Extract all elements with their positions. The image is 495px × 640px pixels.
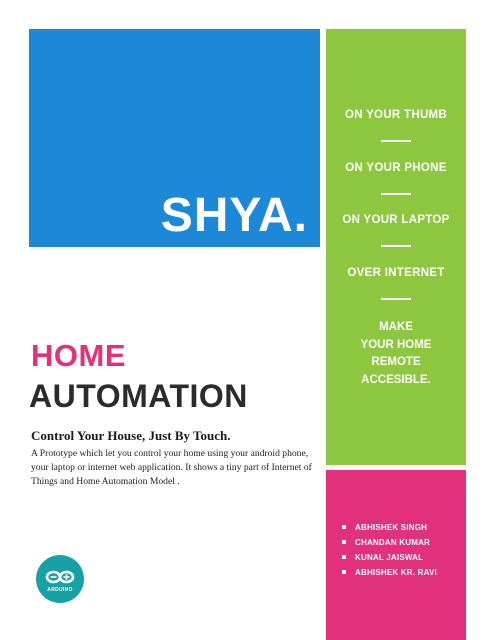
arduino-logo (36, 555, 84, 603)
author-item (340, 565, 437, 580)
make-line: MAKE (379, 321, 413, 333)
arduino-infinity-icon (36, 555, 84, 603)
separator (381, 298, 411, 300)
separator (381, 245, 411, 247)
make-line: ACCESIBLE. (361, 373, 431, 386)
separator (381, 140, 411, 142)
feature-column (326, 29, 466, 465)
bullet-icon (342, 525, 346, 529)
author-name: CHANDAN KUMAR (355, 538, 431, 547)
author-item (340, 535, 437, 550)
author-item (340, 550, 437, 565)
bullet-icon (342, 540, 346, 544)
tagline-phone: ON YOUR PHONE (345, 162, 447, 174)
author-name: KUNAL JAISWAL (355, 553, 424, 562)
subtitle: Control Your House, Just By Touch. (31, 428, 231, 443)
arduino-label: ARDUINO (47, 587, 73, 593)
tagline-thumb: ON YOUR THUMB (344, 109, 448, 121)
title-automation: AUTOMATION (29, 378, 248, 414)
tagline-laptop: ON YOUR LAPTOP (342, 214, 450, 226)
make-line: REMOTE (371, 356, 421, 368)
author-name: ABHISHEK SINGH (355, 523, 428, 532)
title-home: HOME (31, 338, 126, 373)
separator (381, 193, 411, 195)
bullet-icon (342, 570, 346, 574)
authors-panel (326, 470, 466, 640)
tagline-internet: OVER INTERNET (347, 267, 445, 279)
author-item (340, 520, 437, 535)
author-list (340, 520, 437, 580)
author-name: ABHISHEK KR. RAVI (355, 568, 437, 577)
description: A Prototype which let you control your home using your android phone, your laptop or internet web application. It shows a tiny part of Internet of Things and Home Automation Model . (31, 448, 312, 487)
brand-banner (29, 29, 320, 247)
bullet-icon (342, 555, 346, 559)
make-remote-text (326, 319, 466, 389)
make-line: YOUR HOME (360, 338, 432, 351)
brand-title: SHYA. (160, 189, 308, 242)
